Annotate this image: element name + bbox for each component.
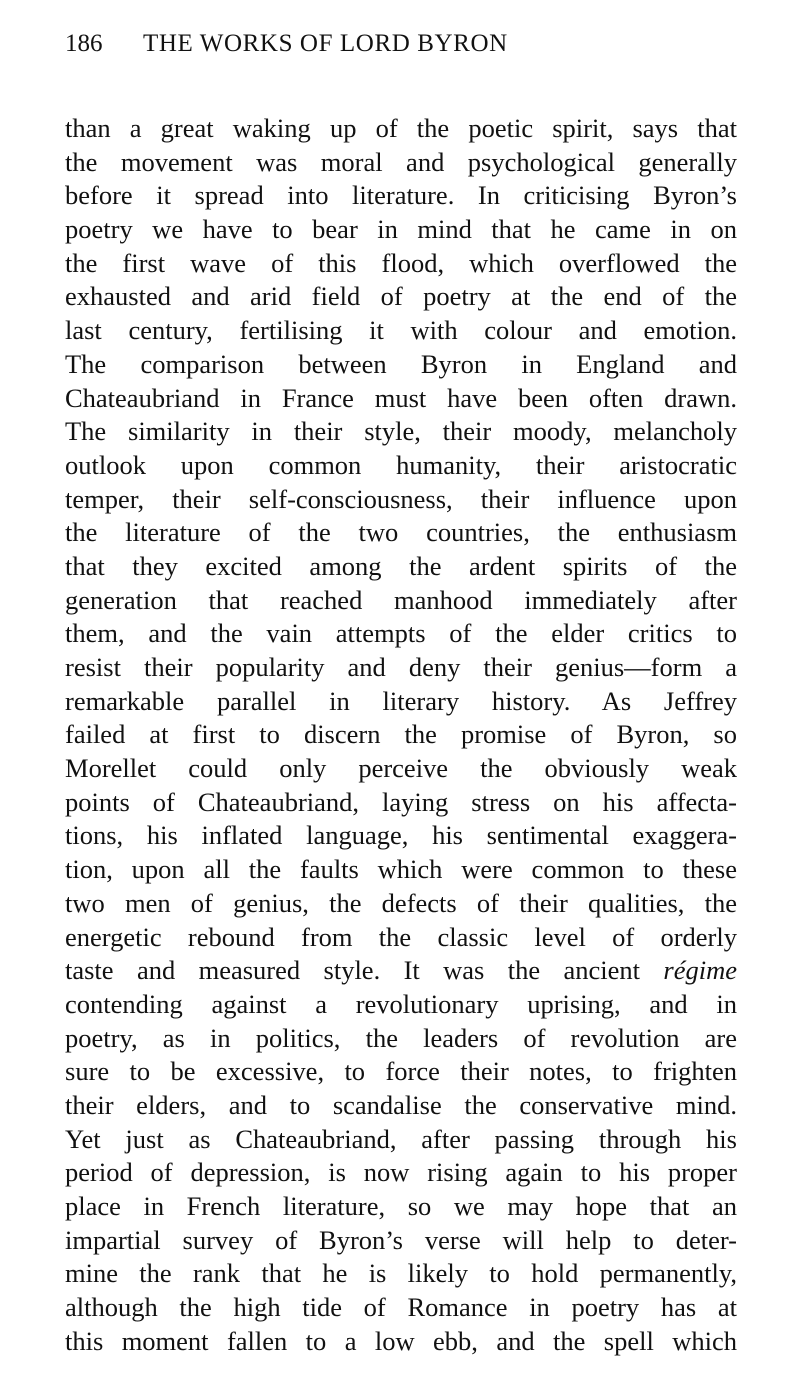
text-line: that they excited among the ardent spirits of the	[65, 550, 737, 581]
text-line: generation that reached manhood immediately after	[65, 584, 737, 615]
text-line: exhausted and arid field of poetry at the end of the	[65, 281, 737, 312]
text-line: although the high tide of Romance in poetry has at	[65, 1292, 737, 1323]
text-line: Morellet could only perceive the obviously weak	[65, 753, 737, 784]
body-text	[65, 112, 737, 1358]
text-line: remarkable parallel in literary history. As Jeffrey	[65, 685, 737, 716]
text-line: Chateaubriand in France must have been often drawn.	[65, 382, 737, 413]
page-number: 186	[65, 30, 103, 57]
text-line: sure to be excessive, to force their notes, to frighten	[65, 1056, 737, 1087]
text-line: The similarity in their style, their moody, melancholy	[65, 416, 737, 447]
text-line: the literature of the two countries, the enthusiasm	[65, 517, 737, 548]
running-title: THE WORKS OF LORD BYRON	[143, 30, 508, 57]
text-line: before it spread into literature. In criticising Byron’s	[65, 180, 737, 211]
text-line: impartial survey of Byron’s verse will help to deter-	[65, 1224, 737, 1255]
text-line: this moment fallen to a low ebb, and the spell which	[65, 1325, 737, 1356]
text-line: Yet just as Chateaubriand, after passing through his	[65, 1123, 737, 1154]
text-line: than a great waking up of the poetic spirit, says that	[65, 113, 737, 143]
text-line: period of depression, is now rising again to his proper	[65, 1157, 737, 1188]
text-line: poetry we have to bear in mind that he came in on	[65, 214, 737, 245]
text-line: temper, their self-consciousness, their influence upon	[65, 483, 737, 514]
text-line: poetry, as in politics, the leaders of revolution are	[65, 1022, 737, 1053]
text-line: tions, his inflated language, his sentimental exaggera-	[65, 820, 737, 851]
text-line: place in French literature, so we may hope that an	[65, 1191, 737, 1221]
text-line: two men of genius, the defects of their qualities, the	[65, 887, 737, 918]
text-line: mine the rank that he is likely to hold permanently,	[65, 1258, 737, 1289]
text-line: outlook upon common humanity, their aristocratic	[65, 449, 737, 480]
text-line: points of Chateaubriand, laying stress on his affecta-	[65, 786, 737, 817]
text-line: tion, upon all the faults which were common to these	[65, 854, 737, 885]
text-line: The comparison between Byron in England and	[65, 348, 737, 379]
text-segment: taste and measured style. It was the ancient	[65, 955, 664, 986]
text-line: energetic rebound from the classic level of orderly	[65, 921, 737, 952]
text-line: failed at first to discern the promise of Byron, so	[65, 719, 737, 750]
text-line: contending against a revolutionary uprising, and in	[65, 988, 737, 1019]
text-line: the movement was moral and psychological generally	[65, 146, 737, 177]
text-line: their elders, and to scandalise the conservative mind.	[65, 1089, 737, 1120]
running-header	[65, 30, 737, 66]
text-line: resist their popularity and deny their genius—form a	[65, 652, 737, 682]
italic-word: régime	[663, 955, 737, 986]
text-line: last century, fertilising it with colour and emotion.	[65, 315, 737, 346]
text-line	[65, 954, 737, 988]
text-line: them, and the vain attempts of the elder critics to	[65, 618, 737, 649]
text-line: the first wave of this flood, which overflowed the	[65, 247, 737, 278]
